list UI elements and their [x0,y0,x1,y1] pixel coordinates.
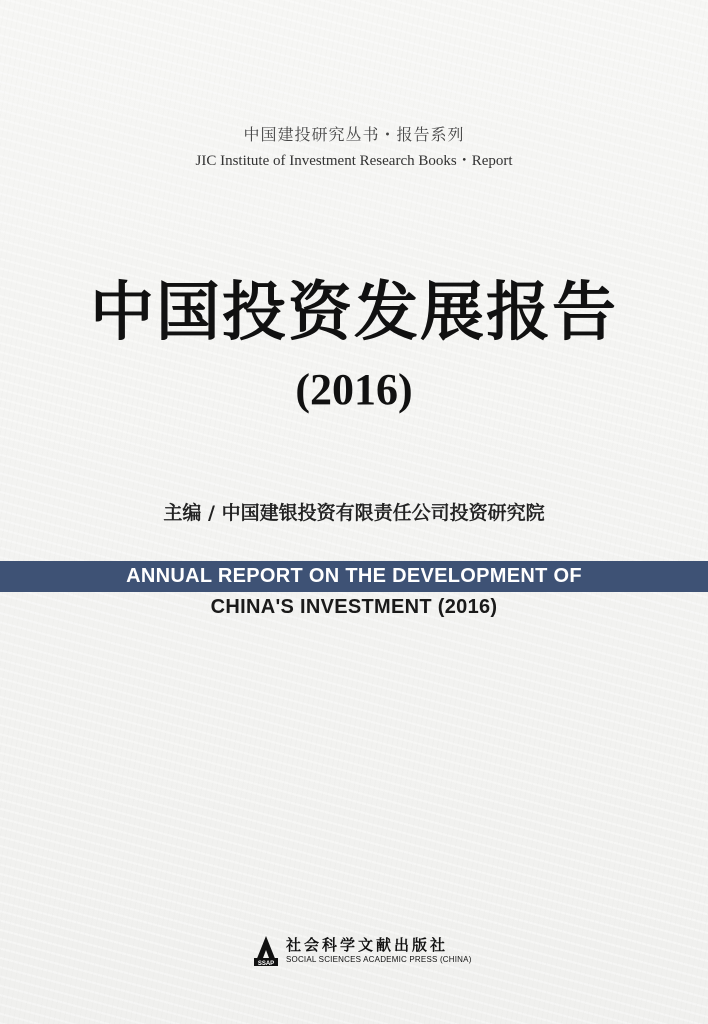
book-title-cn: 中国投资发展报告 [90,275,618,350]
logo-text: SSAP [257,961,275,967]
publisher-logo-icon [252,934,280,968]
publisher-name-en: SOCIAL SCIENCES ACADEMIC PRESS (CHINA) [286,955,472,964]
editor-line: 主编 / 中国建银投资有限责任公司投资研究院 [163,502,545,524]
book-title-year: (2016) [295,365,413,414]
english-title-line-1: ANNUAL REPORT ON THE DEVELOPMENT OF [126,565,582,587]
english-title-line-2: CHINA'S INVESTMENT (2016) [210,596,498,618]
publisher-name-cn: 社会科学文献出版社 [286,936,449,954]
series-title-en: JIC Institute of Investment Research Books・Report [195,153,513,169]
publisher-block [252,933,472,969]
series-title-cn: 中国建投研究丛书・报告系列 [243,125,465,144]
